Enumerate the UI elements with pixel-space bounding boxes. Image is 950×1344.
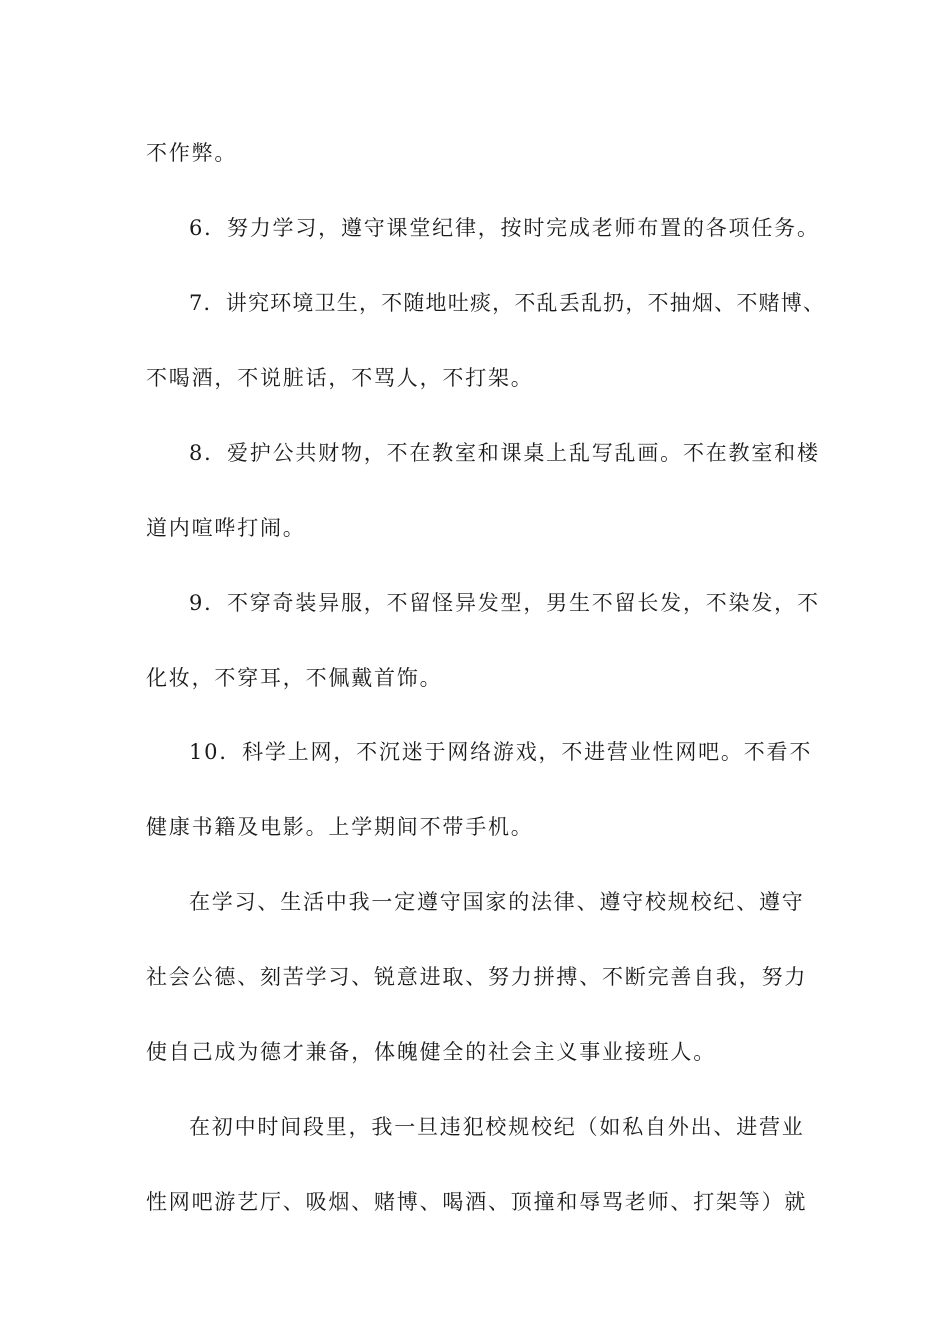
text-line: 化妆，不穿耳，不佩戴首饰。 xyxy=(146,666,443,690)
text-line: 6．努力学习，遵守课堂纪律，按时完成老师布置的各项任务。 xyxy=(189,216,820,240)
text-line: 10．科学上网，不沉迷于网络游戏，不进营业性网吧。不看不 xyxy=(189,740,813,764)
text-line: 不作弊。 xyxy=(146,141,238,165)
text-line: 在学习、生活中我一定遵守国家的法律、遵守校规校纪、遵守 xyxy=(189,890,805,914)
text-line: 社会公德、刻苦学习、锐意进取、努力拼搏、不断完善自我，努力 xyxy=(146,965,808,989)
text-line: 9．不穿奇装异服，不留怪异发型，男生不留长发，不染发，不 xyxy=(189,591,820,615)
text-line: 道内喧哗打闹。 xyxy=(146,516,306,540)
text-line: 健康书籍及电影。上学期间不带手机。 xyxy=(146,815,534,839)
text-line: 使自己成为德才兼备，体魄健全的社会主义事业接班人。 xyxy=(146,1040,716,1064)
text-line: 在初中时间段里，我一旦违犯校规校纪（如私自外出、进营业 xyxy=(189,1115,805,1139)
text-line: 性网吧游艺厅、吸烟、赌博、喝酒、顶撞和辱骂老师、打架等）就 xyxy=(146,1190,808,1214)
text-line: 8．爱护公共财物，不在教室和课桌上乱写乱画。不在教室和楼 xyxy=(189,441,820,465)
text-line: 不喝酒，不说脏话，不骂人，不打架。 xyxy=(146,366,534,390)
text-line: 7．讲究环境卫生，不随地吐痰，不乱丢乱扔，不抽烟、不赌博、 xyxy=(189,291,826,315)
